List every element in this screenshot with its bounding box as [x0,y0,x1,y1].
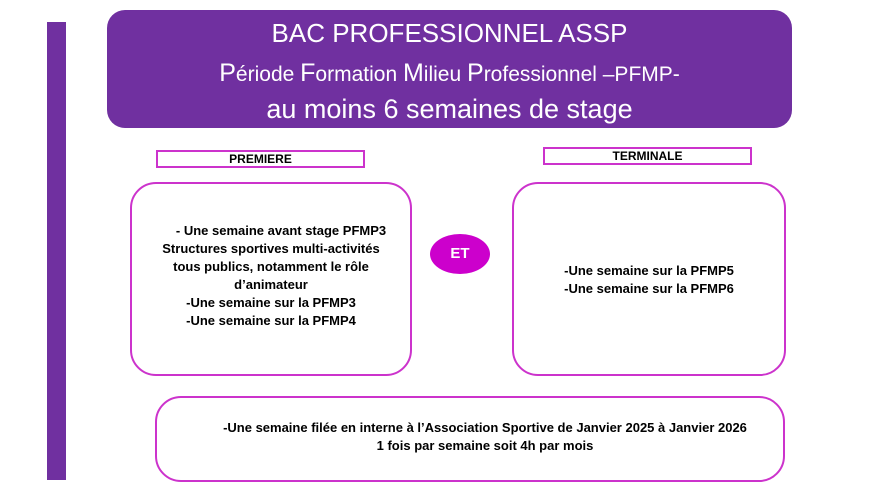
header-banner [107,10,792,128]
premiere-label: PREMIERE [156,150,365,168]
terminale-line: -Une semaine sur la PFMP5 [564,263,734,278]
premiere-line: - Une semaine avant stage PFMP3 [175,223,387,238]
premiere-card [130,182,412,376]
page-subtitle: Période Formation Milieu Professionnel –PFMP- [219,59,680,87]
premiere-line: d’animateur [234,277,308,292]
premiere-line: -Une semaine sur la PFMP3 [186,295,356,310]
side-accent-bar [47,22,66,480]
internal-week-line: 1 fois par semaine soit 4h par mois [376,438,594,453]
terminale-line: -Une semaine sur la PFMP6 [564,281,734,296]
internal-week-line: -Une semaine filée en interne à l’Association Sportive de Janvier 2025 à Janvier 2026 [223,420,747,435]
page-tagline: au moins 6 semaines de stage [266,94,633,124]
page-title: BAC PROFESSIONNEL ASSP [271,18,628,48]
premiere-line: tous publics, notamment le rôle [173,259,369,274]
premiere-line: -Une semaine sur la PFMP4 [186,313,356,328]
terminale-card [512,182,786,376]
internal-week-card [155,396,785,482]
terminale-label: TERMINALE [543,147,752,165]
et-connector: ET [430,234,490,274]
premiere-line: Structures sportives multi-activités [162,241,380,256]
